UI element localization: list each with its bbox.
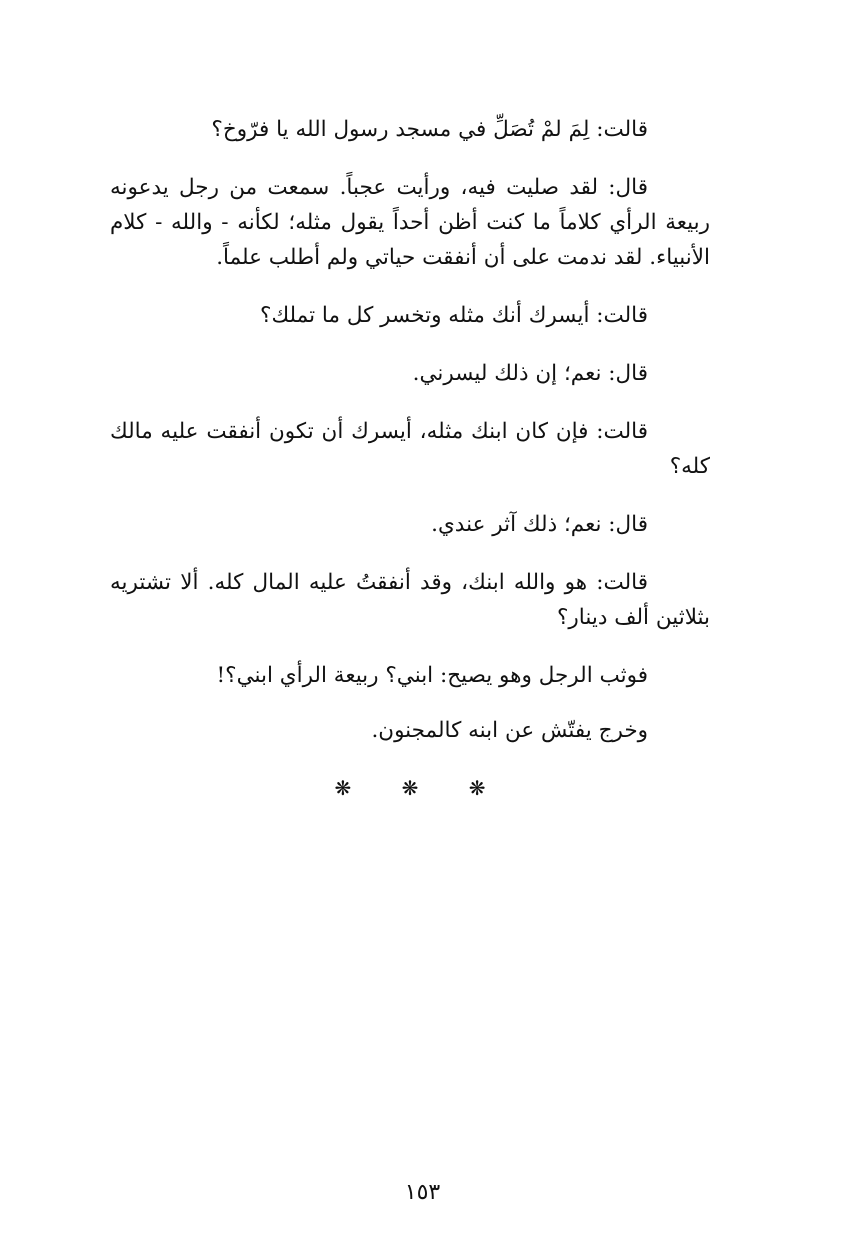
page-number: ١٥٣ (404, 1180, 441, 1205)
paragraph-8: فوثب الرجل وهو يصيح: ابني؟ ربيعة الرأي ابني؟! (216, 663, 648, 688)
paragraph-9: وخرج يفتّش عن ابنه كالمجنون. (371, 718, 648, 743)
paragraph-2: قال: لقد صليت فيه، ورأيت عجباً. سمعت من رجل يدعونه ربيعة الرأي كلاماً ما كنت أظن أحداً يقول مثله؛ لكأنه - والله - كلام الأنبياء. لقد ندمت على أن أنفقت حياتي ولم أطلب علماً. (110, 175, 710, 270)
paragraph-4: قال: نعم؛ إن ذلك ليسرني. (412, 361, 648, 386)
paragraph-3: قالت: أيسرك أنك مثله وتخسر كل ما تملك؟ (260, 303, 648, 328)
section-separator-icon: ❋ ❋ ❋ (334, 776, 508, 800)
paragraph-5: قالت: فإن كان ابنك مثله، أيسرك أن تكون أنفقت عليه مالك كله؟ (110, 419, 710, 479)
page-body-text (110, 112, 710, 806)
paragraph-1: قالت: لِمَ لمْ تُصَلِّ في مسجد رسول الله يا فرّوخ؟ (211, 117, 648, 142)
paragraph-6: قال: نعم؛ ذلك آثر عندي. (431, 512, 648, 537)
paragraph-7: قالت: هو والله ابنك، وقد أنفقتُ عليه المال كله. ألا تشتريه بثلاثين ألف دينار؟ (110, 570, 710, 630)
